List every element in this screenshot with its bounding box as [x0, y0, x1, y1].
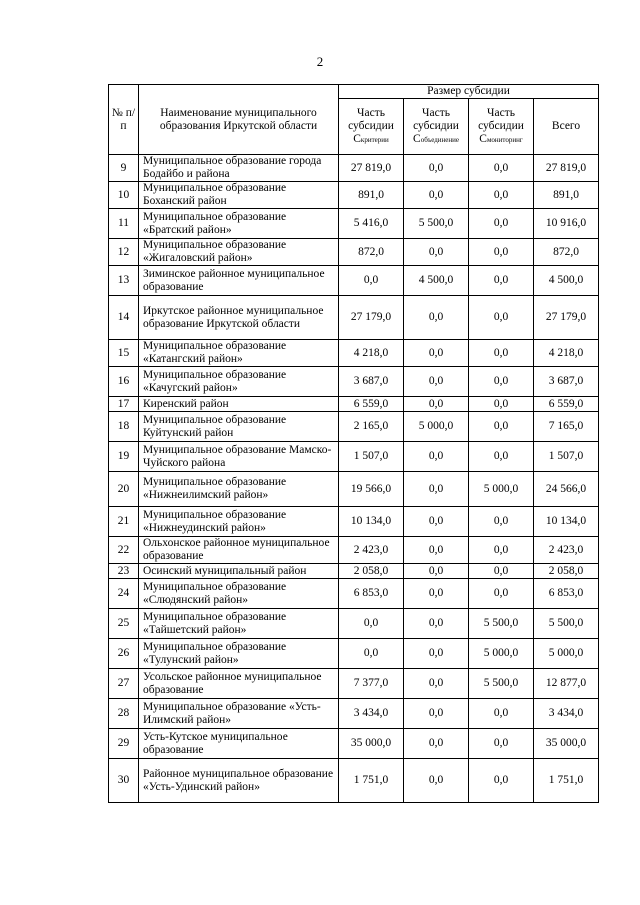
monitoring-part-value: 0,0 — [469, 239, 534, 266]
criteria-part-value: 872,0 — [339, 239, 404, 266]
total-value: 872,0 — [534, 239, 599, 266]
header-num: № п/п — [109, 85, 139, 155]
municipality-name: Муниципальное образование «Братский район» — [139, 209, 339, 239]
row-number: 23 — [109, 564, 139, 579]
row-number: 21 — [109, 507, 139, 537]
association-part-value: 4 500,0 — [404, 266, 469, 296]
monitoring-part-value: 0,0 — [469, 759, 534, 803]
monitoring-part-value: 0,0 — [469, 367, 534, 397]
association-part-value: 0,0 — [404, 472, 469, 507]
row-number: 12 — [109, 239, 139, 266]
total-value: 35 000,0 — [534, 729, 599, 759]
monitoring-part-value: 0,0 — [469, 182, 534, 209]
header-monitoring-subscript: мониторинг — [486, 135, 523, 144]
criteria-part-value: 19 566,0 — [339, 472, 404, 507]
association-part-value: 0,0 — [404, 579, 469, 609]
table-row — [109, 182, 599, 209]
row-number: 27 — [109, 669, 139, 699]
criteria-part-value: 6 559,0 — [339, 397, 404, 412]
row-number: 14 — [109, 296, 139, 340]
municipality-name: Муниципальное образование «Качугский район» — [139, 367, 339, 397]
municipality-name: Муниципальное образование Мамско-Чуйского района — [139, 442, 339, 472]
municipality-name: Киренский район — [139, 397, 339, 412]
header-total: Всего — [534, 99, 599, 155]
table-row — [109, 412, 599, 442]
table-row — [109, 442, 599, 472]
municipality-name: Муниципальное образование «Жигаловский район» — [139, 239, 339, 266]
municipality-name: Муниципальное образование Куйтунский район — [139, 412, 339, 442]
monitoring-part-value: 5 500,0 — [469, 609, 534, 639]
table-row — [109, 340, 599, 367]
total-value: 2 423,0 — [534, 537, 599, 564]
header-part-criteria — [339, 99, 404, 155]
municipality-name: Усольское районное муниципальное образование — [139, 669, 339, 699]
total-value: 1 751,0 — [534, 759, 599, 803]
row-number: 18 — [109, 412, 139, 442]
monitoring-part-value: 5 000,0 — [469, 639, 534, 669]
total-value: 4 500,0 — [534, 266, 599, 296]
monitoring-part-value: 0,0 — [469, 209, 534, 239]
monitoring-part-value: 0,0 — [469, 155, 534, 182]
table-row — [109, 579, 599, 609]
table-row — [109, 729, 599, 759]
table-row — [109, 669, 599, 699]
row-number: 10 — [109, 182, 139, 209]
municipality-name: Муниципальное образование «Усть-Илимский район» — [139, 699, 339, 729]
criteria-part-value: 0,0 — [339, 609, 404, 639]
table-row — [109, 564, 599, 579]
monitoring-part-value: 0,0 — [469, 397, 534, 412]
row-number: 15 — [109, 340, 139, 367]
table-row — [109, 155, 599, 182]
header-monitoring-symbol: С — [479, 132, 487, 145]
municipality-name: Осинский муниципальный район — [139, 564, 339, 579]
association-part-value: 0,0 — [404, 639, 469, 669]
municipality-name: Муниципальное образование «Катангский район» — [139, 340, 339, 367]
association-part-value: 0,0 — [404, 537, 469, 564]
header-association-symbol: С — [413, 132, 421, 145]
total-value: 7 165,0 — [534, 412, 599, 442]
total-value: 5 000,0 — [534, 639, 599, 669]
criteria-part-value: 3 687,0 — [339, 367, 404, 397]
monitoring-part-value: 0,0 — [469, 340, 534, 367]
criteria-part-value: 2 423,0 — [339, 537, 404, 564]
monitoring-part-value: 0,0 — [469, 442, 534, 472]
table-row — [109, 239, 599, 266]
monitoring-part-value: 0,0 — [469, 564, 534, 579]
table-row — [109, 367, 599, 397]
page-number: 2 — [316, 54, 324, 69]
association-part-value: 0,0 — [404, 729, 469, 759]
criteria-part-value: 1 751,0 — [339, 759, 404, 803]
table-row — [109, 759, 599, 803]
monitoring-part-value: 0,0 — [469, 266, 534, 296]
header-part-association — [404, 99, 469, 155]
header-part-association-label: Часть субсидии — [413, 106, 459, 132]
total-value: 6 853,0 — [534, 579, 599, 609]
table-row — [109, 266, 599, 296]
criteria-part-value: 27 819,0 — [339, 155, 404, 182]
municipality-name: Муниципальное образование города Бодайбо и района — [139, 155, 339, 182]
municipality-name: Ольхонское районное муниципальное образование — [139, 537, 339, 564]
table-row — [109, 537, 599, 564]
header-criteria-symbol: С — [353, 132, 361, 145]
monitoring-part-value: 0,0 — [469, 579, 534, 609]
row-number: 17 — [109, 397, 139, 412]
criteria-part-value: 27 179,0 — [339, 296, 404, 340]
table-row — [109, 296, 599, 340]
municipality-name: Усть-Кутское муниципальное образование — [139, 729, 339, 759]
criteria-part-value: 5 416,0 — [339, 209, 404, 239]
association-part-value: 0,0 — [404, 699, 469, 729]
monitoring-part-value: 0,0 — [469, 507, 534, 537]
monitoring-part-value: 0,0 — [469, 537, 534, 564]
association-part-value: 0,0 — [404, 759, 469, 803]
header-association-subscript: объединение — [420, 135, 459, 144]
municipality-name: Муниципальное образование «Тулунский район» — [139, 639, 339, 669]
municipality-name: Муниципальное образование «Нижнеудинский район» — [139, 507, 339, 537]
row-number: 9 — [109, 155, 139, 182]
row-number: 26 — [109, 639, 139, 669]
municipality-name: Муниципальное образование Боханский район — [139, 182, 339, 209]
municipality-name: Муниципальное образование «Нижнеилимский район» — [139, 472, 339, 507]
table-row — [109, 472, 599, 507]
criteria-part-value: 0,0 — [339, 639, 404, 669]
criteria-part-value: 0,0 — [339, 266, 404, 296]
table-row — [109, 699, 599, 729]
total-value: 891,0 — [534, 182, 599, 209]
association-part-value: 0,0 — [404, 182, 469, 209]
criteria-part-value: 35 000,0 — [339, 729, 404, 759]
association-part-value: 0,0 — [404, 564, 469, 579]
row-number: 19 — [109, 442, 139, 472]
total-value: 10 916,0 — [534, 209, 599, 239]
total-value: 4 218,0 — [534, 340, 599, 367]
total-value: 27 819,0 — [534, 155, 599, 182]
total-value: 12 877,0 — [534, 669, 599, 699]
table-row — [109, 507, 599, 537]
criteria-part-value: 6 853,0 — [339, 579, 404, 609]
monitoring-part-value: 5 000,0 — [469, 472, 534, 507]
row-number: 22 — [109, 537, 139, 564]
row-number: 13 — [109, 266, 139, 296]
row-number: 16 — [109, 367, 139, 397]
row-number: 29 — [109, 729, 139, 759]
row-number: 20 — [109, 472, 139, 507]
monitoring-part-value: 0,0 — [469, 729, 534, 759]
association-part-value: 0,0 — [404, 155, 469, 182]
table-row — [109, 397, 599, 412]
criteria-part-value: 2 058,0 — [339, 564, 404, 579]
association-part-value: 0,0 — [404, 296, 469, 340]
association-part-value: 0,0 — [404, 239, 469, 266]
total-value: 3 434,0 — [534, 699, 599, 729]
criteria-part-value: 4 218,0 — [339, 340, 404, 367]
criteria-part-value: 2 165,0 — [339, 412, 404, 442]
total-value: 2 058,0 — [534, 564, 599, 579]
header-part-monitoring — [469, 99, 534, 155]
header-criteria-subscript: критерии — [360, 135, 389, 144]
municipality-name: Иркутское районное муниципальное образование Иркутской области — [139, 296, 339, 340]
municipality-name: Муниципальное образование «Тайшетский район» — [139, 609, 339, 639]
municipality-name: Районное муниципальное образование «Усть-Удинский район» — [139, 759, 339, 803]
total-value: 6 559,0 — [534, 397, 599, 412]
association-part-value: 0,0 — [404, 669, 469, 699]
total-value: 5 500,0 — [534, 609, 599, 639]
association-part-value: 0,0 — [404, 507, 469, 537]
table-row — [109, 209, 599, 239]
association-part-value: 0,0 — [404, 609, 469, 639]
header-name: Наименование муниципального образования Иркутской области — [139, 85, 339, 155]
monitoring-part-value: 5 500,0 — [469, 669, 534, 699]
subsidy-table — [108, 84, 599, 803]
criteria-part-value: 3 434,0 — [339, 699, 404, 729]
criteria-part-value: 1 507,0 — [339, 442, 404, 472]
association-part-value: 5 500,0 — [404, 209, 469, 239]
monitoring-part-value: 0,0 — [469, 412, 534, 442]
criteria-part-value: 7 377,0 — [339, 669, 404, 699]
criteria-part-value: 10 134,0 — [339, 507, 404, 537]
header-part-criteria-label: Часть субсидии — [348, 106, 394, 132]
table-row — [109, 609, 599, 639]
association-part-value: 0,0 — [404, 367, 469, 397]
municipality-name: Зиминское районное муниципальное образование — [139, 266, 339, 296]
row-number: 30 — [109, 759, 139, 803]
table-row — [109, 639, 599, 669]
criteria-part-value: 891,0 — [339, 182, 404, 209]
association-part-value: 0,0 — [404, 442, 469, 472]
association-part-value: 0,0 — [404, 397, 469, 412]
association-part-value: 5 000,0 — [404, 412, 469, 442]
row-number: 11 — [109, 209, 139, 239]
row-number: 28 — [109, 699, 139, 729]
header-part-monitoring-label: Часть субсидии — [478, 106, 524, 132]
total-value: 3 687,0 — [534, 367, 599, 397]
row-number: 25 — [109, 609, 139, 639]
total-value: 10 134,0 — [534, 507, 599, 537]
monitoring-part-value: 0,0 — [469, 296, 534, 340]
total-value: 27 179,0 — [534, 296, 599, 340]
total-value: 1 507,0 — [534, 442, 599, 472]
municipality-name: Муниципальное образование «Слюдянский район» — [139, 579, 339, 609]
association-part-value: 0,0 — [404, 340, 469, 367]
total-value: 24 566,0 — [534, 472, 599, 507]
monitoring-part-value: 0,0 — [469, 699, 534, 729]
row-number: 24 — [109, 579, 139, 609]
header-subsidy-group: Размер субсидии — [339, 85, 599, 99]
